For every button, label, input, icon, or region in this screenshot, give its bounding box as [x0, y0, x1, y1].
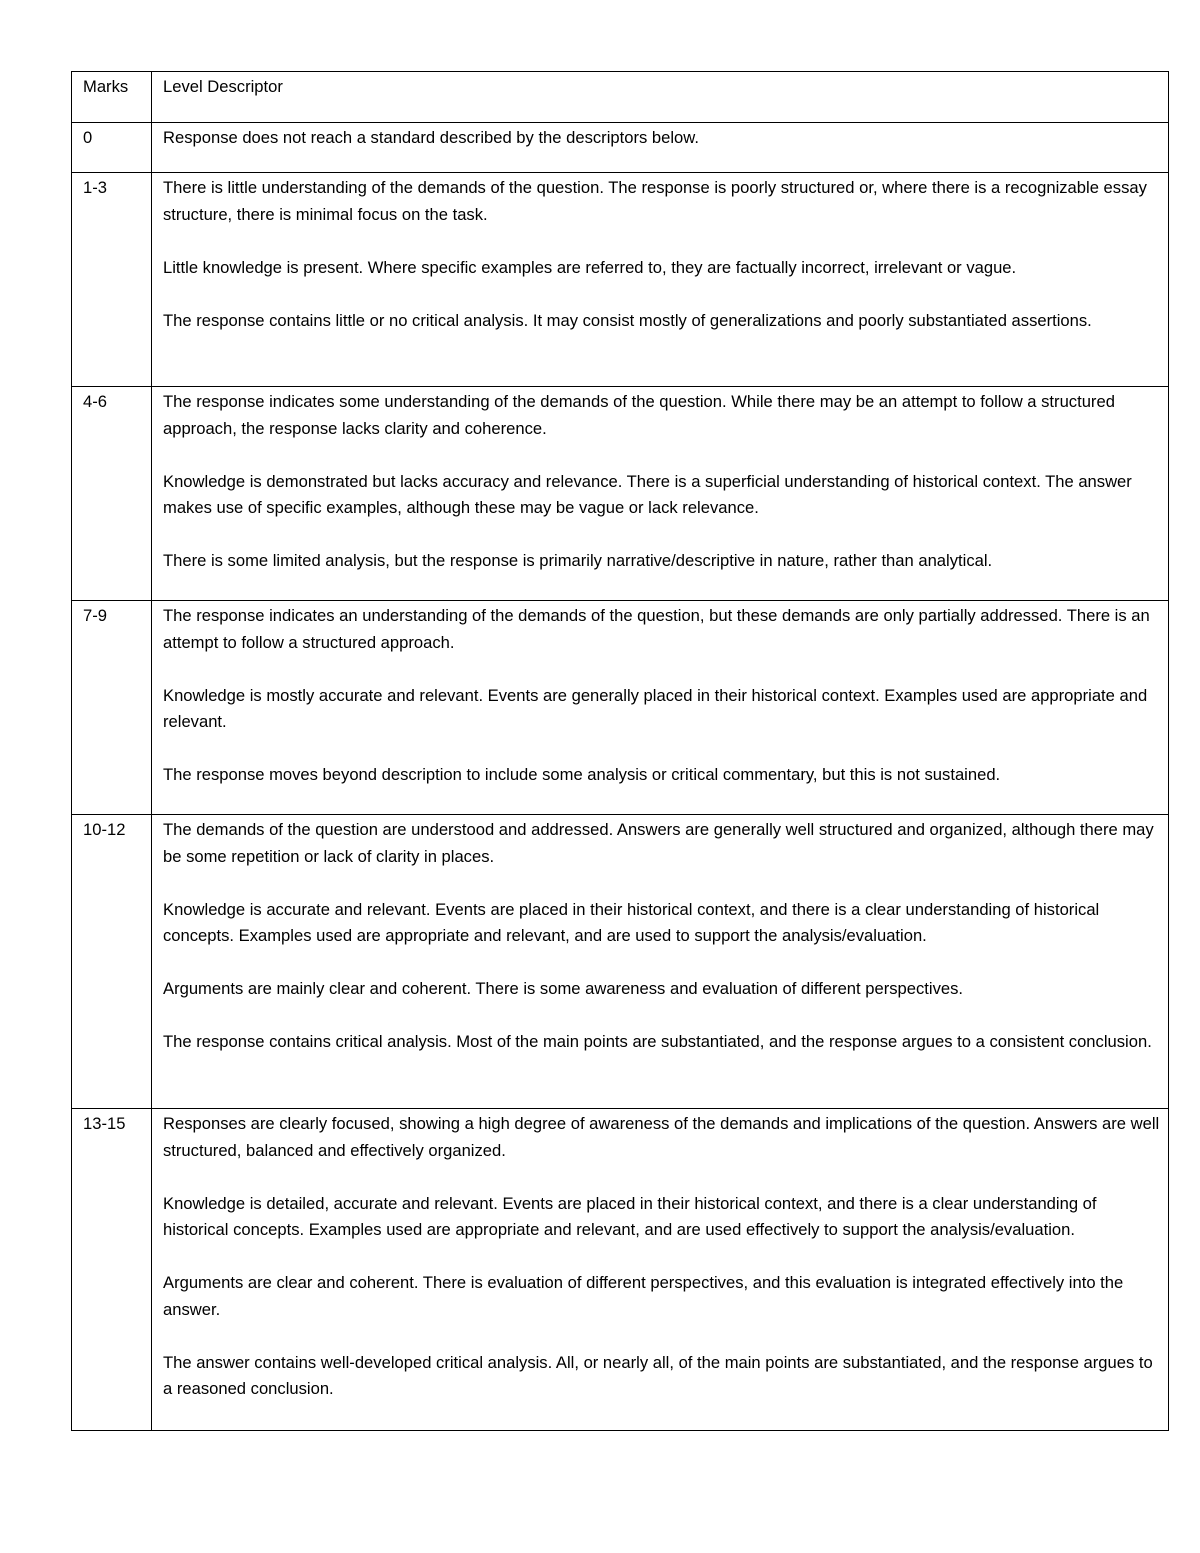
table-row — [72, 1109, 1169, 1431]
marks-value: 13-15 — [72, 1109, 152, 1431]
level-descriptor-header: Level Descriptor — [152, 72, 1169, 123]
header-row — [72, 72, 1169, 123]
marks-value: 1-3 — [72, 173, 152, 387]
descriptor-paragraph: The answer contains well-developed critical analysis. All, or nearly all, of the main points are substantiated, and the response argues to a reasoned conclusion. — [163, 1352, 1153, 1398]
descriptor-paragraph: Arguments are clear and coherent. There is evaluation of different perspectives, and this evaluation is integrated effectively into the answer. — [163, 1273, 1124, 1319]
table-row — [72, 601, 1169, 815]
marks-value: 10-12 — [72, 815, 152, 1109]
descriptor-cell — [152, 123, 1169, 173]
descriptor-paragraph: The response contains critical analysis. Most of the main points are substantiated, and the response argues to a consistent conclusion. — [163, 1032, 1152, 1051]
table-row — [72, 387, 1169, 601]
descriptor-paragraph: Knowledge is detailed, accurate and relevant. Events are placed in their historical context, and there is a clear understanding of historical concepts. Examples used are appropriate and relevant, and are used effectively to support the analysis/evaluation. — [163, 1193, 1097, 1239]
descriptor-paragraph: The demands of the question are understood and addressed. Answers are generally well structured and organized, although there may be some repetition or lack of clarity in places. — [163, 820, 1154, 866]
table-row — [72, 123, 1169, 173]
descriptor-paragraph: Little knowledge is present. Where specific examples are referred to, they are factually incorrect, irrelevant or vague. — [163, 257, 1017, 277]
descriptor-paragraph: The response contains little or no critical analysis. It may consist mostly of generalizations and poorly substantiated assertions. — [163, 310, 1092, 330]
descriptor-paragraph: Knowledge is demonstrated but lacks accuracy and relevance. There is a superficial understanding of historical context. The answer makes use of specific examples, although these may be vague or lack relevance. — [163, 471, 1132, 517]
table-row — [72, 173, 1169, 387]
descriptor-paragraph: Arguments are mainly clear and coherent. There is some awareness and evaluation of different perspectives. — [163, 979, 964, 998]
descriptor-paragraph: Responses are clearly focused, showing a high degree of awareness of the demands and implications of the question. Answers are well structured, balanced and effectively organized. — [163, 1114, 1160, 1160]
marks-header: Marks — [72, 72, 152, 123]
descriptor-paragraph: There is little understanding of the demands of the question. The response is poorly structured or, where there is a recognizable essay structure, there is minimal focus on the task. — [163, 178, 1147, 224]
marks-value: 7-9 — [72, 601, 152, 815]
descriptor-cell — [152, 601, 1169, 815]
descriptor-paragraph: Knowledge is mostly accurate and relevant. Events are generally placed in their historical context. Examples used are appropriate and relevant. — [163, 685, 1148, 731]
table-row — [72, 815, 1169, 1109]
marking-rubric-table — [71, 71, 1169, 1431]
descriptor-cell — [152, 815, 1169, 1109]
descriptor-paragraph: There is some limited analysis, but the response is primarily narrative/descriptive in nature, rather than analytical. — [163, 551, 993, 570]
descriptor-cell — [152, 387, 1169, 601]
descriptor-paragraph: Response does not reach a standard described by the descriptors below. — [163, 128, 699, 147]
descriptor-paragraph: The response indicates some understanding of the demands of the question. While there may be an attempt to follow a structured approach, the response lacks clarity and coherence. — [163, 392, 1115, 438]
descriptor-paragraph: The response indicates an understanding of the demands of the question, but these demands are only partially addressed. There is an attempt to follow a structured approach. — [163, 606, 1150, 652]
descriptor-cell — [152, 1109, 1169, 1431]
descriptor-paragraph: Knowledge is accurate and relevant. Events are placed in their historical context, and there is a clear understanding of historical concepts. Examples used are appropriate and relevant, and are used to support the analysis/evaluation. — [163, 899, 1100, 945]
descriptor-cell — [152, 173, 1169, 387]
marks-value: 4-6 — [72, 387, 152, 601]
descriptor-paragraph: The response moves beyond description to include some analysis or critical commentary, but this is not sustained. — [163, 765, 1001, 784]
marks-value: 0 — [72, 123, 152, 173]
